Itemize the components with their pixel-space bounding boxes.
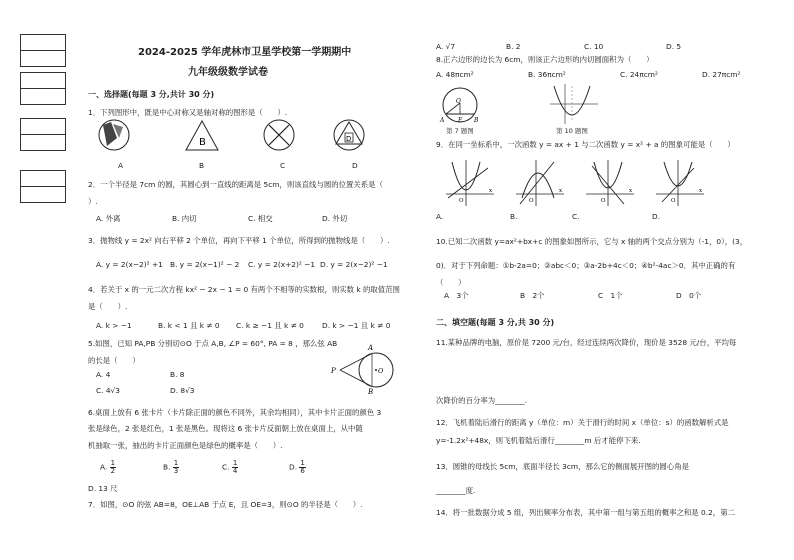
q9-graph-a	[444, 158, 496, 208]
q6-option-a-label: A.	[100, 462, 108, 472]
seal-box-2	[20, 72, 66, 105]
q8-option-d: D. 27πcm²	[702, 70, 741, 79]
q5-label-b: B	[368, 388, 374, 396]
q4-option-d: D. k > −1 且 k ≠ 0	[322, 321, 391, 330]
q9-graph-d	[654, 158, 706, 208]
q10-line-1: 10.已知二次函数 y=ax²+bx+c 的图象如图所示，它与 x 轴的两个交点分别为（-1，0），(3，	[436, 237, 748, 246]
q7-option-a: A. √7	[436, 42, 456, 51]
q3-option-d: D. y = 2(x−2)² −1	[320, 260, 388, 269]
q4-stem: 4．若关于 x 的一元二次方程 kx² − 2x − 1 = 0 有两个不相等的实数根，则实数 k 的取值范围	[88, 285, 400, 294]
exam-title: 2024-2025 学年虎林市卫星学校第一学期期中	[138, 47, 352, 58]
q6-option-d-fraction	[299, 460, 305, 475]
q10-option-a: A 3个	[444, 291, 469, 300]
q1-label-c: C	[280, 161, 286, 170]
fig10-parabola-figure	[548, 82, 600, 126]
q5-option-d: D. 8√3	[170, 386, 195, 395]
q10-option-d: D 0个	[676, 291, 702, 300]
q9-label-a: A.	[436, 212, 444, 221]
q4-option-c: C. k ≥ −1 且 k ≠ 0	[236, 321, 304, 330]
q12-line-2: y=-1.2x²+48x，则飞机着陆后滑行________m 后才能停下来.	[436, 436, 641, 445]
q9-graph-c	[584, 158, 636, 208]
q6-d-num: 1	[300, 459, 305, 467]
q9-a-axis-o: O	[459, 198, 464, 204]
section-fill-heading: 二、填空题(每题 3 分,共 30 分)	[436, 318, 555, 327]
q6-c-den: 4	[232, 467, 238, 475]
q9-c-axis-o: O	[601, 198, 606, 204]
q3-option-b: B. y = 2(x−1)² − 2	[170, 260, 240, 269]
q2-option-b: B. 内切	[172, 214, 197, 223]
section-choice-heading: 一、选择题(每题 3 分,共计 30 分)	[88, 90, 215, 99]
q3-stem: 3．抛物线 y = 2x² 向右平移 2 个单位，再向下平移 1 个单位，所得到的抛物线是（ ）.	[88, 236, 390, 245]
q9-stem: 9．在同一坐标系中，一次函数 y = ax + 1 与二次函数 y = x² + a 的图象可能是（ ）	[436, 140, 735, 149]
q5-figure	[328, 342, 396, 396]
q9-b-axis-o: O	[529, 198, 534, 204]
q4-option-a: A. k > −1	[96, 321, 132, 330]
q6-option-b-fraction	[173, 460, 179, 475]
q1-d-symbol: D	[346, 135, 352, 143]
q6-line-3: 机抽取一张，抽出的卡片正面颜色是绿色的概率是（ ）.	[88, 441, 283, 450]
exam-subtitle: 九年级级数学试卷	[188, 67, 268, 78]
q6-option-d-label: D.	[289, 462, 298, 472]
q1-label-b: B	[199, 161, 205, 170]
q1-stem: 1．下列图形中，既是中心对称又是轴对称的图形是（ ）.	[88, 108, 288, 117]
seal-box-4	[20, 170, 66, 203]
q7-option-c: C. 10	[584, 42, 604, 51]
q1-b-symbol: B	[199, 137, 206, 148]
q9-label-d: D.	[652, 212, 661, 221]
q7-option-b: B. 2	[506, 42, 521, 51]
q8-option-b: B. 36πcm²	[528, 70, 566, 79]
q12-line-1: 12．飞机着陆后滑行的距离 y（单位：m）关于滑行的时间 x（单位：s）的函数解析式是	[436, 418, 729, 427]
q10-option-b: B 2个	[520, 291, 545, 300]
q7-option-d: D. 5	[666, 42, 682, 51]
seal-box-3	[20, 118, 66, 151]
q5-label-p: P	[331, 367, 336, 375]
q9-label-c: C.	[572, 212, 580, 221]
seal-box-1	[20, 34, 66, 67]
q5-option-a: A. 4	[96, 370, 111, 379]
q10-line-2: 0)．对于下列命题：①b-2a=0；②abc＜0；③a-2b+4c＜0；④b²-4ac＞0．其中正确的有	[436, 261, 736, 270]
q1-figure-a	[97, 118, 131, 152]
q10-line-3: （ ）	[436, 278, 466, 287]
fig7-label-b: B	[474, 117, 479, 124]
q1-figure-b	[184, 119, 220, 153]
q13-line-2: ________度.	[436, 486, 476, 495]
q2-option-c: C. 相交	[248, 214, 273, 223]
q9-label-b: B.	[510, 212, 518, 221]
q6-line-2: 张是绿色，2 张是红色，1 张是黑色。现将这 6 张卡片反面朝上放在桌面上，从中随	[88, 424, 363, 433]
fig7-circle-figure	[440, 85, 480, 125]
fig7-label-e: E	[458, 117, 463, 124]
q6-option-b	[163, 460, 179, 475]
q3-option-a: A. y = 2(x−2)² +1	[96, 260, 163, 269]
q8-option-c: C. 24πcm²	[620, 70, 658, 79]
q6-c-num: 1	[232, 459, 238, 467]
q6-a-den: 2	[110, 467, 116, 475]
q1-figure-c	[262, 118, 296, 152]
q5-label-a: A	[368, 344, 374, 352]
q5-stem-end: 的长是（ ）	[88, 356, 140, 365]
q6-line-1: 6.桌面上放有 6 张卡片（卡片除正面的颜色不同外，其余均相同），其中卡片正面的颜色 3	[88, 408, 382, 417]
q9-graph-b	[514, 158, 566, 208]
q11-line-1: 11.某种品牌的电脑，原价是 7200 元/台，经过连续两次降价，现价是 3528 元/台，平均每	[436, 338, 737, 347]
q14-line-1: 14．将一批数据分成 5 组，列出频率分布表，其中第一组与第五组的概率之和是 0.2，第二	[436, 508, 735, 517]
q6-option-b-label: B.	[163, 462, 171, 472]
q7-stem: 7．如图，⊙O 的弦 AB=8，OE⊥AB 于点 E，且 OE=3，则⊙O 的半径是（ ）.	[88, 500, 363, 509]
q6-option-c-fraction	[232, 460, 238, 475]
fig7-label-o: O	[456, 98, 461, 105]
q2-option-d: D. 外切	[322, 214, 348, 223]
q9-d-axis-o: O	[671, 198, 676, 204]
q9-d-axis-x: x	[699, 188, 703, 194]
q5-stem: 5.如图，已知 PA,PB 分别切⊙O 于点 A,B, ∠P = 60°, PA = 8 ，那么弦 AB	[88, 339, 338, 348]
q6-option-d	[289, 460, 306, 475]
q4-option-b: B. k < 1 且 k ≠ 0	[158, 321, 220, 330]
q6-extra-option: D. 13 尺	[88, 484, 118, 493]
q13-line-1: 13．圆锥的母线长 5cm，底面半径长 3cm，那么它的侧面展开图的圆心角是	[436, 462, 689, 471]
q1-label-d: D	[352, 161, 358, 170]
q6-b-num: 1	[173, 459, 179, 467]
q8-stem: 8.正六边形的边长为 6cm，则该正六边形的内切圆面积为（ ）	[436, 55, 654, 64]
q5-option-c: C. 4√3	[96, 386, 120, 395]
q8-option-a: A. 48πcm²	[436, 70, 474, 79]
q6-option-c	[222, 460, 238, 475]
q10-option-c: C 1个	[598, 291, 623, 300]
q9-b-axis-x: x	[559, 188, 563, 194]
q9-a-axis-x: x	[489, 188, 493, 194]
q6-a-num: 1	[110, 459, 116, 467]
fig10-caption: 第 10 题图	[556, 127, 588, 135]
q2-stem-end: ）.	[88, 197, 98, 206]
q11-line-2: 次降价的百分率为________.	[436, 396, 528, 405]
q6-b-den: 3	[173, 467, 179, 475]
q9-c-axis-x: x	[629, 188, 633, 194]
q6-option-c-label: C.	[222, 462, 230, 472]
q3-option-c: C. y = 2(x+2)² −1	[248, 260, 316, 269]
q2-stem: 2．一个半径是 7cm 的圆，其圆心到一直线的距离是 5cm，则该直线与圆的位置关系是（	[88, 180, 383, 189]
q4-stem-end: 是（ ）.	[88, 302, 128, 311]
q1-label-a: A	[118, 161, 124, 170]
q1-figure-d	[332, 118, 366, 152]
fig7-label-a: A	[440, 117, 445, 124]
q2-option-a: A. 外离	[96, 214, 121, 223]
q6-option-a	[100, 460, 116, 475]
q6-d-den: 6	[300, 467, 305, 475]
fig7-caption: 第 7 题图	[446, 127, 474, 135]
q5-option-b: B. 8	[170, 370, 185, 379]
q6-option-a-fraction	[110, 460, 116, 475]
q5-label-o: O	[378, 367, 384, 375]
